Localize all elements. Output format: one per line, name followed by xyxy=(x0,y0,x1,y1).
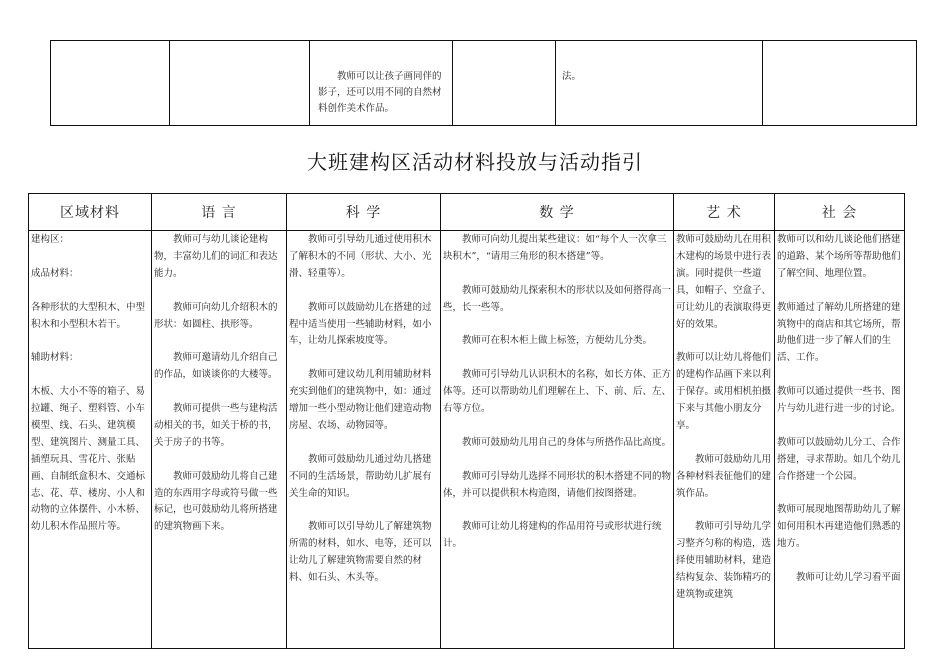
science-text: 教师可鼓励幼儿通过幼儿搭建不同的生活场景，帮助幼儿扩展有关生命的知识。 xyxy=(289,453,432,499)
header-science: 科 学 xyxy=(287,194,441,231)
materials-text: 木板、大小不等的箱子、易拉罐、绳子、塑料管、小车模型、线、石头、建筑模型、建筑图片、测量工具、插塑玩具、雪花片、张贴画、自制纸盒积木、交通标志、花、草、楼房、小人和动物的立体摆件、小木桥、幼儿积木作品照片等。 xyxy=(31,386,146,533)
top-cell-6 xyxy=(763,41,917,126)
header-art: 艺 术 xyxy=(674,194,775,231)
math-text-span: 教师可引导幼儿选择不同形状的积木搭建不同的物体，并可以提供积木构造图，请他们按图搭建 xyxy=(443,470,672,499)
header-materials: 区域材料 xyxy=(29,194,152,231)
top-table-row xyxy=(51,41,917,126)
content-row xyxy=(29,231,905,649)
society-text: 教师可以通过提供一些书、图片与幼儿进行进一步的讨论。 xyxy=(777,386,901,415)
society-text: 教师可以鼓励幼儿分工、合作搭建，寻求帮助。如几个幼儿合作搭建一个公园。 xyxy=(777,436,901,482)
page-title: 大班建构区活动材料投放与活动指引 xyxy=(307,150,643,174)
art-cell xyxy=(674,231,775,649)
art-text: 教师可以让幼儿将他们的建构作品画下来以利于保存。或用相机拍摄下来与其他小朋友分享。 xyxy=(676,352,772,431)
science-cell xyxy=(287,231,441,649)
header-math: 数 学 xyxy=(441,194,674,231)
society-text: 教师通过了解幼儿所搭建的建筑物中的商店和其它场所，帮助他们进一步了解人们的生活、工作。 xyxy=(777,301,901,364)
art-text: 教师可鼓励幼儿用各种材料表征他们的建筑作品。 xyxy=(676,453,772,499)
society-text: 教师可展现地图帮助幼儿了解如何用积木再建造他们熟悉的地方。 xyxy=(777,504,901,550)
math-text: 教师可向幼儿提出某些建议：如“每个人一次拿三块积木”，“请用三角形的积木搭建”等。 xyxy=(443,234,667,262)
language-text: 教师可提供一些与建构活动相关的书，如关于桥的书，关于房子的书等。 xyxy=(154,403,278,448)
art-text: 教师可鼓励幼儿在用积木建构的场景中进行表演。同时提供一些道具，如帽子、空盒子、可让幼儿的表演取得更好的效果。 xyxy=(676,234,772,330)
top-cell-4 xyxy=(453,41,556,126)
top-table-fragment xyxy=(50,40,917,126)
language-cell xyxy=(152,231,287,649)
materials-text: 成品材料： xyxy=(31,267,79,279)
math-text: 教师可鼓励幼儿用自己的身体与所搭作品比高度。 xyxy=(462,436,672,448)
math-text: 教师可引导幼儿认识积木的名称，如长方体、正方体等。还可以帮助幼儿们理解在上、下、前、后、左、右等方位。 xyxy=(443,369,672,415)
math-text-period: 。 xyxy=(633,487,643,499)
math-text: 教师可鼓励幼儿探索积木的形状以及如何搭得高一些，长一些等。 xyxy=(443,284,672,313)
science-text: 教师可建议幼儿利用辅助材料充实到他们的建筑物中，如：通过增加一些小型动物让他们建造动物房屋、农场、动物园等。 xyxy=(289,369,432,431)
language-text: 教师可向幼儿介绍积木的形状：如圆柱、拱形等。 xyxy=(154,301,278,330)
science-text: 教师可以引导幼儿了解建筑物所需的材料，如水、电等，还可以让幼儿了解建筑物需要自然的材料、如石头、木头等。 xyxy=(289,521,432,584)
science-text: 教师可以鼓励幼儿在搭建的过程中适当使用一些辅助材料，如小车，让幼儿探索坡度等。 xyxy=(289,301,432,347)
math-text xyxy=(443,469,671,503)
math-text: 教师可让幼儿将建构的作品用符号或形状进行统计。 xyxy=(443,521,662,550)
society-text: 教师可以和幼儿谈论他们搭建的道路、某个场所等帮助他们了解空间、地理位置。 xyxy=(777,234,901,279)
math-cell xyxy=(441,231,674,649)
top-cell-3 xyxy=(310,41,453,126)
materials-cell xyxy=(29,231,152,649)
header-society: 社 会 xyxy=(775,194,905,231)
activity-guide-table xyxy=(28,193,905,649)
materials-text: 各种形状的大型积木、中型积木和小型积木若干。 xyxy=(31,301,146,330)
header-row xyxy=(29,194,905,231)
society-cell xyxy=(775,231,905,649)
art-text: 教师可引导幼儿学习整齐匀称的构造，选择使用辅助材料，建造结构复杂、装饰精巧的建筑物或建筑 xyxy=(676,521,772,600)
top-cell-3-text: 教师可以让孩子画同伴的影子，还可以用不同的自然材料创作美术作品。 xyxy=(318,71,442,114)
top-cell-5 xyxy=(556,41,763,126)
header-language: 语 言 xyxy=(152,194,287,231)
top-cell-5-text: 法。 xyxy=(562,71,582,82)
language-text: 教师可邀请幼儿介绍自己的作品，如谈谈你的大楼等。 xyxy=(154,352,278,381)
math-text: 教师可在积木柜上做上标签，方便幼儿分类。 xyxy=(462,335,653,347)
society-text: 教师可让幼儿学习看平面 xyxy=(796,572,901,584)
materials-text: 建构区： xyxy=(31,234,70,245)
top-cell-1 xyxy=(51,41,170,126)
materials-text: 辅助材料： xyxy=(31,352,79,364)
language-text: 教师可鼓励幼儿将自己建造的东西用字母或符号做一些标记，也可鼓励幼儿将所搭建的建筑物画下来。 xyxy=(154,470,278,533)
science-text: 教师可引导幼儿通过使用积木了解积木的不同（形状、大小、光滑、轻重等）。 xyxy=(289,234,432,279)
language-text: 教师可与幼儿谈论建构物，丰富幼儿们的词汇和表达能力。 xyxy=(154,234,278,279)
top-cell-2 xyxy=(170,41,310,126)
